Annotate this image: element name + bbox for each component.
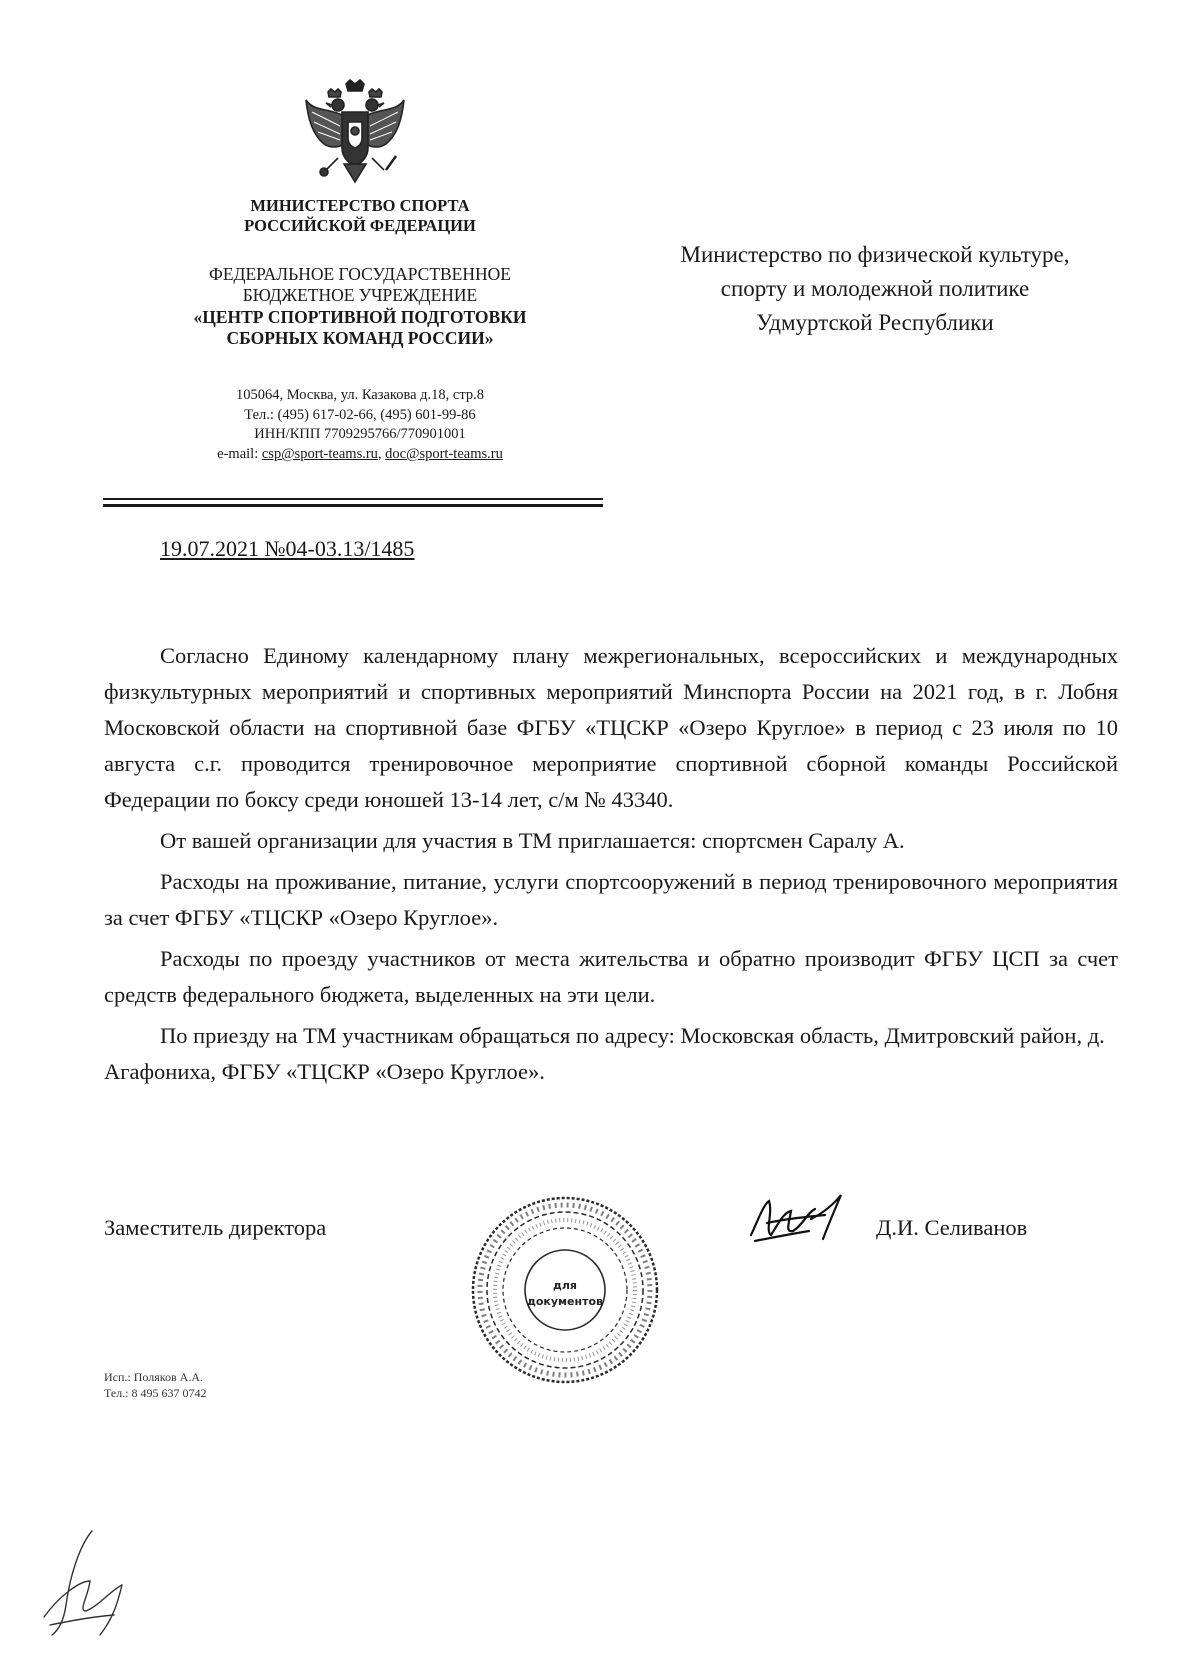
ministry-line: МИНИСТЕРСТВО СПОРТА	[250, 196, 470, 215]
double-headed-eagle-icon	[300, 78, 410, 190]
body-paragraph: Расходы по проезду участников от места жительства и обратно производит ФГБУ ЦСП за счет средств федерального бюджета, выделенных на эти цели.	[104, 946, 1118, 1007]
body-paragraph: Расходы на проживание, питание, услуги спортсооружений в период тренировочного мероприятия за счет ФГБУ «ТЦСКР «Озеро Круглое».	[104, 869, 1118, 930]
body-paragraph: Согласно Единому календарному плану межрегиональных, всероссийских и международных физкультурных мероприятий и спортивных мероприятий Минспорта России на 2021 год, в г. Лобня Московской области на спортивной базе ФГБУ «ТЦСКР «Озеро Круглое» в период с 23 июля по 10 августа с.г. проводится тренировочное мероприятие спортивной сборной команды Российской Федерации по боксу среди юношей 13-14 лет, с/м № 43340.	[104, 643, 1118, 812]
document-date-number: 19.07.2021 №04-03.13/1485	[160, 536, 415, 561]
recipient-line: спорту и молодежной политике	[720, 275, 1030, 301]
executor-name: Исп.: Поляков А.А.	[104, 1370, 203, 1384]
recipient-block	[625, 238, 1125, 339]
org-name-line: СБОРНЫХ КОМАНД РОССИИ»	[226, 328, 494, 349]
svg-text:для: для	[552, 1279, 578, 1292]
org-name-line: «ЦЕНТР СПОРТИВНОЙ ПОДГОТОВКИ	[193, 306, 527, 327]
email-link[interactable]: csp@sport-teams.ru	[261, 445, 378, 462]
initials-scribble	[30, 1525, 150, 1640]
svg-text:документов: документов	[526, 1295, 604, 1308]
inn-kpp: ИНН/КПП 7709295766/770901001	[254, 426, 466, 443]
organization-name	[125, 264, 595, 349]
letterhead-divider	[103, 504, 603, 507]
letter-body	[104, 638, 1118, 1095]
phones: Тел.: (495) 617-02-66, (495) 601-99-86	[244, 406, 476, 423]
body-paragraph: От вашей организации для участия в ТМ приглашается: спортсмен Саралу А.	[160, 828, 905, 853]
handwritten-signature	[745, 1183, 865, 1253]
email-link[interactable]: doc@sport-teams.ru	[385, 445, 503, 462]
executor-block	[104, 1370, 207, 1401]
org-line: ФЕДЕРАЛЬНОЕ ГОСУДАРСТВЕННОЕ	[209, 264, 511, 284]
recipient-line: Удмуртской Республики	[756, 309, 994, 335]
round-stamp	[465, 1190, 665, 1390]
signatory-position: Заместитель директора	[104, 1215, 327, 1240]
email-separator: ,	[377, 445, 382, 462]
organization-contacts	[125, 386, 595, 464]
email-line	[125, 445, 595, 465]
address: 105064, Москва, ул. Казакова д.18, стр.8	[236, 387, 484, 403]
email-prefix: e-mail:	[217, 445, 259, 462]
letterhead-divider	[103, 498, 603, 500]
ministry-name	[125, 196, 595, 236]
body-paragraph: По приезду на ТМ участникам обращаться по адресу: Московская область, Дмитровский район, д. Агафониха, ФГБУ «ТЦСКР «Озеро Круглое».	[104, 1023, 1105, 1084]
executor-phone: Тел.: 8 495 637 0742	[104, 1385, 207, 1400]
recipient-line: Министерство по физической культуре,	[680, 242, 1070, 267]
ministry-line: РОССИЙСКОЙ ФЕДЕРАЦИИ	[244, 216, 476, 236]
org-line: БЮДЖЕТНОЕ УЧРЕЖДЕНИЕ	[242, 285, 478, 306]
signatory-name: Д.И. Селиванов	[876, 1215, 1028, 1240]
